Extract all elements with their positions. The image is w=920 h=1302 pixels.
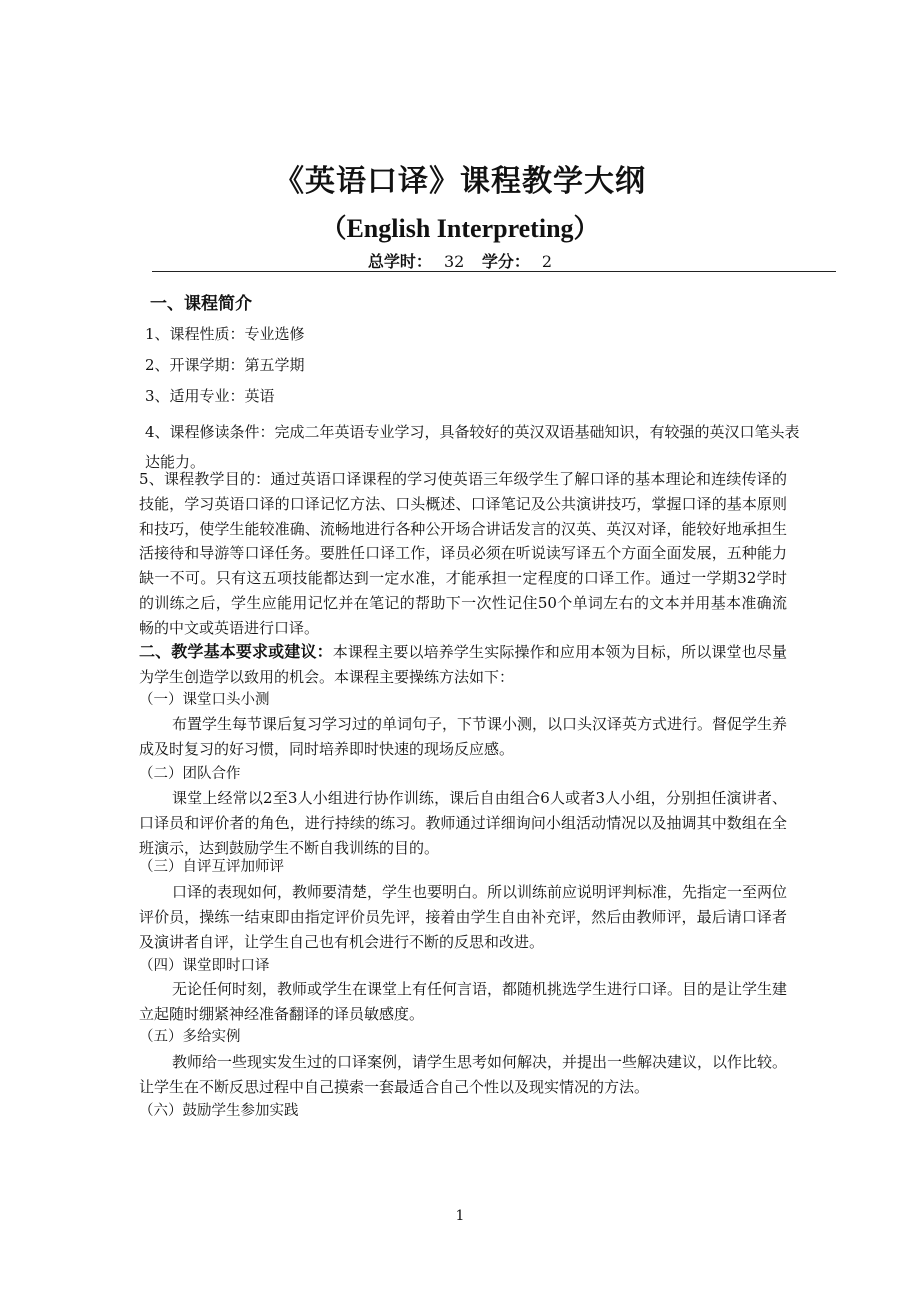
section-2-intro xyxy=(139,640,787,690)
header-divider xyxy=(152,271,836,272)
credit-label: 学分： xyxy=(481,252,530,271)
hours-credits-line xyxy=(0,249,920,272)
paragraph-instant-interpreting: 无论任何时刻，教师或学生在课堂上有任何言语，都随机挑选学生进行口译。目的是让学生建立起随时绷紧神经准备翻译的译员敏感度。 xyxy=(139,980,788,1023)
subheading-oral-quiz: （一）课堂口头小测 xyxy=(139,692,270,708)
section-heading-2: 二、教学基本要求或建议： xyxy=(139,642,333,661)
paragraph-examples: 教师给一些现实发生过的口译案例，请学生思考如何解决，并提出一些解决建议，以作比较。让学生在不断反思过程中自己摸索一套最适合自己个性以及现实情况的方法。 xyxy=(139,1053,788,1096)
section-heading-1: 一、课程简介 xyxy=(150,294,252,314)
paragraph-evaluation: 口译的表现如何，教师要清楚，学生也要明白。所以训练前应说明评判标准，先指定一至两位评价员，操练一结束即由指定评价员先评，接着由学生自由补充评，然后由教师评，最后请口译者及演讲者自评，让学生自己也有机会进行不断的反思和改进。 xyxy=(139,883,788,951)
course-objective: 5、课程教学目的：通过英语口译课程的学习使英语三年级学生了解口译的基本理论和连续传译的技能，学习英语口译的口译记忆方法、口头概述、口译笔记及公共演讲技巧，掌握口译的基本原则和技巧，使学生能较准确、流畅地进行各种公开场合讲话发言的汉英、英汉对译，能较好地承担生活接待和导游等口译任务。要胜任口译工作，译员必须在听说读写译五个方面全面发展，五种能力缺一不可。只有这五项技能都达到一定水准，才能承担一定程度的口译工作。通过一学期32学时的训练之后，学生应能用记忆并在笔记的帮助下一次性记住50个单词左右的文本并用基本准确流畅的中文或英语进行口译。 xyxy=(139,470,787,637)
paragraph-teamwork: 课堂上经常以2至3人小组进行协作训练，课后自由组合6人或者3人小组，分别担任演讲者、口译员和评价者的角色，进行持续的练习。教师通过详细询问小组活动情况以及抽调其中数组在全班演示，达到鼓励学生不断自我训练的目的。 xyxy=(139,789,787,857)
paragraph-oral-quiz: 布置学生每节课后复习学习过的单词句子，下节课小测，以口头汉译英方式进行。督促学生养成及时复习的好习惯，同时培养即时快速的现场反应感。 xyxy=(139,715,788,758)
course-semester: 2、开课学期：第五学期 xyxy=(145,356,305,374)
document-subtitle: （English Interpreting） xyxy=(320,214,600,243)
subheading-evaluation: （三）自评互评加师评 xyxy=(139,859,284,875)
course-nature: 1、课程性质：专业选修 xyxy=(145,325,305,343)
hours-label: 总学时： xyxy=(367,252,432,271)
document-title: 《英语口译》课程教学大纲 xyxy=(274,164,646,199)
subheading-teamwork: （二）团队合作 xyxy=(139,766,241,782)
subheading-examples: （五）多给实例 xyxy=(139,1029,241,1045)
page-number: 1 xyxy=(455,1208,465,1224)
section-2-intro-text: 本课程主要以培养学生实际操作和应用本领为目标，所以课堂也尽量为学生创造学以致用的机会。本课程主要操练方法如下： xyxy=(139,643,787,686)
hours-value: 32 xyxy=(443,252,465,271)
subheading-instant-interpreting: （四）课堂即时口译 xyxy=(139,958,270,974)
subheading-practice: （六）鼓励学生参加实践 xyxy=(139,1103,299,1119)
course-prerequisite: 4、课程修读条件：完成二年英语专业学习，具备较好的英汉双语基础知识，有较强的英汉口笔头表达能力。 xyxy=(145,423,800,471)
course-major: 3、适用专业：英语 xyxy=(145,387,275,405)
credit-value: 2 xyxy=(541,252,553,271)
